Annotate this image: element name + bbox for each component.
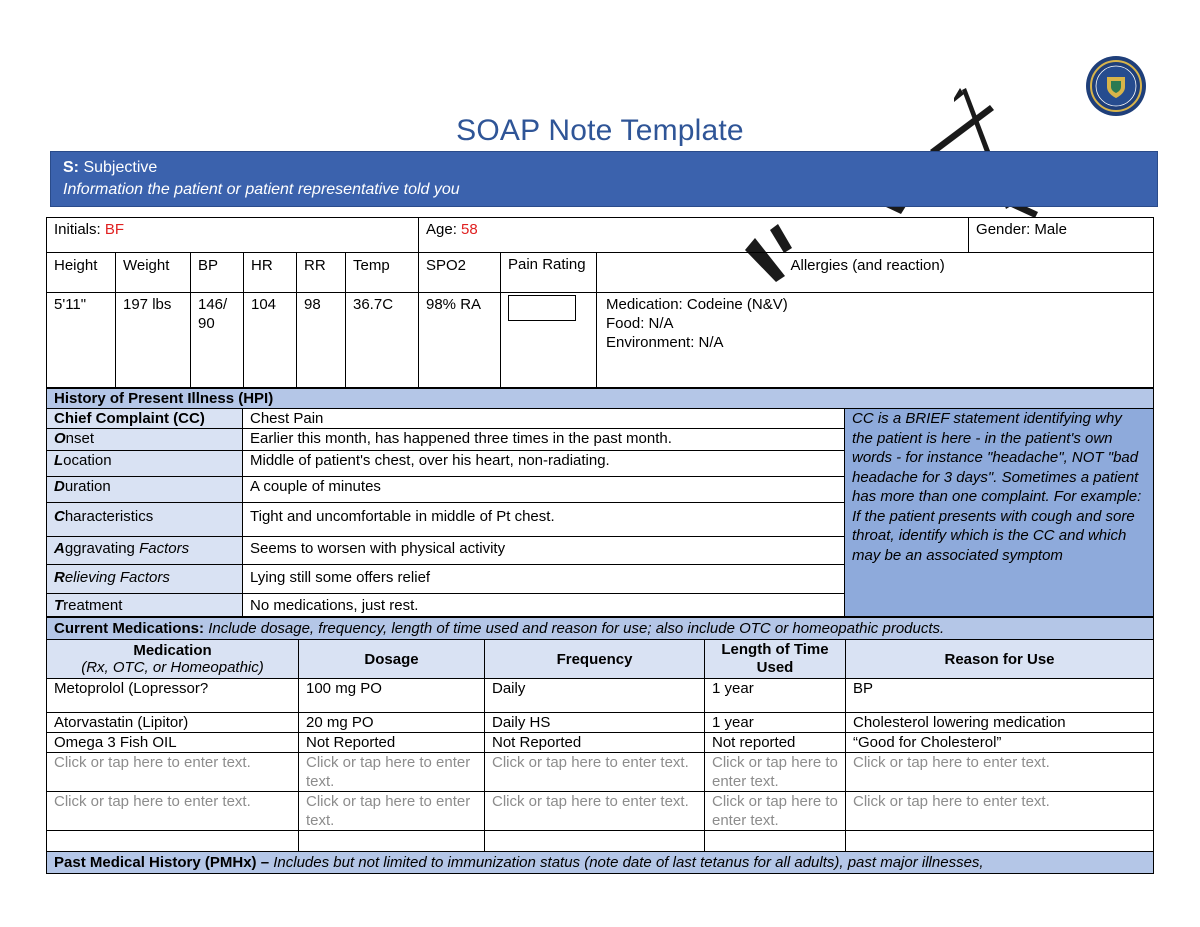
table-row (47, 713, 1154, 733)
hpi-table (46, 388, 1154, 617)
med-length-cell[interactable]: 1 year (705, 713, 846, 733)
pain-rating-input[interactable] (508, 295, 576, 321)
bp-header: BP (191, 253, 244, 293)
med-frequency-cell[interactable]: Daily (485, 679, 705, 713)
pmhx-heading-row (47, 852, 1154, 874)
pmhx-heading: Past Medical History (PMHx) – (54, 854, 270, 871)
height-value[interactable]: 5'11" (47, 293, 116, 388)
subjective-heading: Subjective (83, 159, 158, 176)
med-reason-placeholder[interactable]: Click or tap here to enter text. (846, 753, 1154, 792)
med-frequency-cell[interactable]: Not Reported (485, 733, 705, 753)
table-row-empty (47, 831, 1154, 852)
duration-value[interactable]: A couple of minutes (243, 477, 845, 503)
weight-value[interactable]: 197 lbs (116, 293, 191, 388)
hpi-row-cc (47, 409, 1154, 429)
table-row (47, 679, 1154, 713)
med-reason-placeholder[interactable]: Click or tap here to enter text. (846, 792, 1154, 831)
pain-rating-cell (501, 293, 597, 388)
allergies-header: Allergies (and reaction) (783, 253, 1154, 293)
treatment-value[interactable]: No medications, just rest. (243, 594, 845, 617)
hpi-heading: History of Present Illness (HPI) (47, 389, 1154, 409)
med-frequency-cell[interactable]: Daily HS (485, 713, 705, 733)
subjective-letter: S: (63, 159, 79, 176)
med-reason-cell[interactable]: “Good for Cholesterol” (846, 733, 1154, 753)
med-dosage-placeholder[interactable]: Click or tap here to enter text. (299, 792, 485, 831)
med-reason-cell[interactable]: Cholesterol lowering medication (846, 713, 1154, 733)
med-length-cell[interactable]: 1 year (705, 679, 846, 713)
med-name-placeholder[interactable]: Click or tap here to enter text. (47, 792, 299, 831)
table-row (47, 733, 1154, 753)
aggravating-value[interactable]: Seems to worsen with physical activity (243, 537, 845, 565)
col-reason: Reason for Use (846, 640, 1154, 679)
med-name-placeholder[interactable]: Click or tap here to enter text. (47, 753, 299, 792)
location-value[interactable]: Middle of patient's chest, over his heart, non-radiating. (243, 451, 845, 477)
col-medication: Medication (Rx, OTC, or Homeopathic) (47, 640, 299, 679)
initials-cell[interactable] (47, 218, 419, 253)
rr-value[interactable]: 98 (297, 293, 346, 388)
age-value: 58 (461, 221, 478, 238)
subjective-description: Information the patient or patient representative told you (63, 181, 460, 198)
col-frequency: Frequency (485, 640, 705, 679)
medications-column-headers (47, 640, 1154, 679)
onset-label: Onset (47, 429, 243, 451)
gender-value: Male (1034, 221, 1067, 238)
med-frequency-placeholder[interactable]: Click or tap here to enter text. (485, 792, 705, 831)
temp-value[interactable]: 36.7C (346, 293, 419, 388)
allergies-cell[interactable] (597, 293, 1154, 388)
demographics-row (47, 218, 1154, 253)
med-reason-cell[interactable]: BP (846, 679, 1154, 713)
med-name-cell[interactable]: Metoprolol (Lopressor? (47, 679, 299, 713)
gender-cell[interactable] (969, 218, 1154, 253)
allergy-food: Food: N/A (606, 315, 674, 332)
university-seal-logo (1085, 55, 1147, 117)
empty-cell[interactable] (47, 831, 299, 852)
medications-heading-row (47, 618, 1154, 640)
med-length-cell[interactable]: Not reported (705, 733, 846, 753)
col-dosage: Dosage (299, 640, 485, 679)
col-length: Length of Time Used (705, 640, 846, 679)
spo2-value[interactable]: 98% RA (419, 293, 501, 388)
empty-cell[interactable] (299, 831, 485, 852)
medications-heading-note: Include dosage, frequency, length of time used and reason for use; also include OTC or homeopathic products. (208, 620, 945, 637)
med-frequency-placeholder[interactable]: Click or tap here to enter text. (485, 753, 705, 792)
initials-label: Initials: (54, 221, 101, 238)
med-name-cell[interactable]: Atorvastatin (Lipitor) (47, 713, 299, 733)
pmhx-note: Includes but not limited to immunization status (note date of last tetanus for all adults), past major illnesses, (273, 854, 984, 871)
cc-label: Chief Complaint (CC) (47, 409, 243, 429)
table-row (47, 792, 1154, 831)
gender-label: Gender: (976, 221, 1031, 238)
temp-header: Temp (346, 253, 419, 293)
characteristics-value[interactable]: Tight and uncomfortable in middle of Pt chest. (243, 503, 845, 537)
aggravating-label: Aggravating Factors (47, 537, 243, 565)
cc-value[interactable]: Chest Pain (243, 409, 845, 429)
pain-rating-header: Pain Rating (501, 253, 597, 293)
height-header: Height (47, 253, 116, 293)
relieving-value[interactable]: Lying still some offers relief (243, 565, 845, 594)
vitals-value-row (47, 293, 1154, 388)
duration-label: Duration (47, 477, 243, 503)
age-cell[interactable] (419, 218, 969, 253)
relieving-label: Relieving Factors (47, 565, 243, 594)
med-name-cell[interactable]: Omega 3 Fish OIL (47, 733, 299, 753)
empty-cell[interactable] (705, 831, 846, 852)
med-dosage-cell[interactable]: Not Reported (299, 733, 485, 753)
med-length-placeholder[interactable]: Click or tap here to enter text. (705, 753, 846, 792)
table-row (47, 753, 1154, 792)
subjective-banner (50, 151, 1158, 207)
location-label: Location (47, 451, 243, 477)
med-dosage-cell[interactable]: 20 mg PO (299, 713, 485, 733)
allergy-medication: Medication: Codeine (N&V) (606, 296, 788, 313)
weight-header: Weight (116, 253, 191, 293)
page-title: SOAP Note Template (456, 114, 744, 147)
vitals-table (46, 217, 1154, 388)
bp-value[interactable]: 146/ 90 (191, 293, 244, 388)
treatment-label: Treatment (47, 594, 243, 617)
rr-header: RR (297, 253, 346, 293)
empty-cell[interactable] (846, 831, 1154, 852)
characteristics-label: Characteristics (47, 503, 243, 537)
allergy-environment: Environment: N/A (606, 334, 724, 351)
initials-value: BF (104, 221, 125, 238)
spo2-header: SPO2 (419, 253, 501, 293)
vitals-header-row (47, 253, 1154, 293)
medications-table (46, 617, 1154, 874)
hr-value[interactable]: 104 (244, 293, 297, 388)
med-length-placeholder[interactable]: Click or tap here to enter text. (705, 792, 846, 831)
med-dosage-cell[interactable]: 100 mg PO (299, 679, 485, 713)
med-dosage-placeholder[interactable]: Click or tap here to enter text. (299, 753, 485, 792)
medications-heading: Current Medications: (54, 620, 205, 637)
hr-header: HR (244, 253, 297, 293)
empty-cell[interactable] (485, 831, 705, 852)
onset-value[interactable]: Earlier this month, has happened three times in the past month. (243, 429, 845, 451)
age-label: Age: (426, 221, 457, 238)
cc-guidance-note: CC is a BRIEF statement identifying why the patient is here - in the patient's own words - for instance "headache", NOT "bad headache for 3 days". Sometimes a patient has more than one complaint. For example: If the patient presents with cough and sore throat, identify which is the CC and which may be an associated symptom (845, 409, 1154, 617)
